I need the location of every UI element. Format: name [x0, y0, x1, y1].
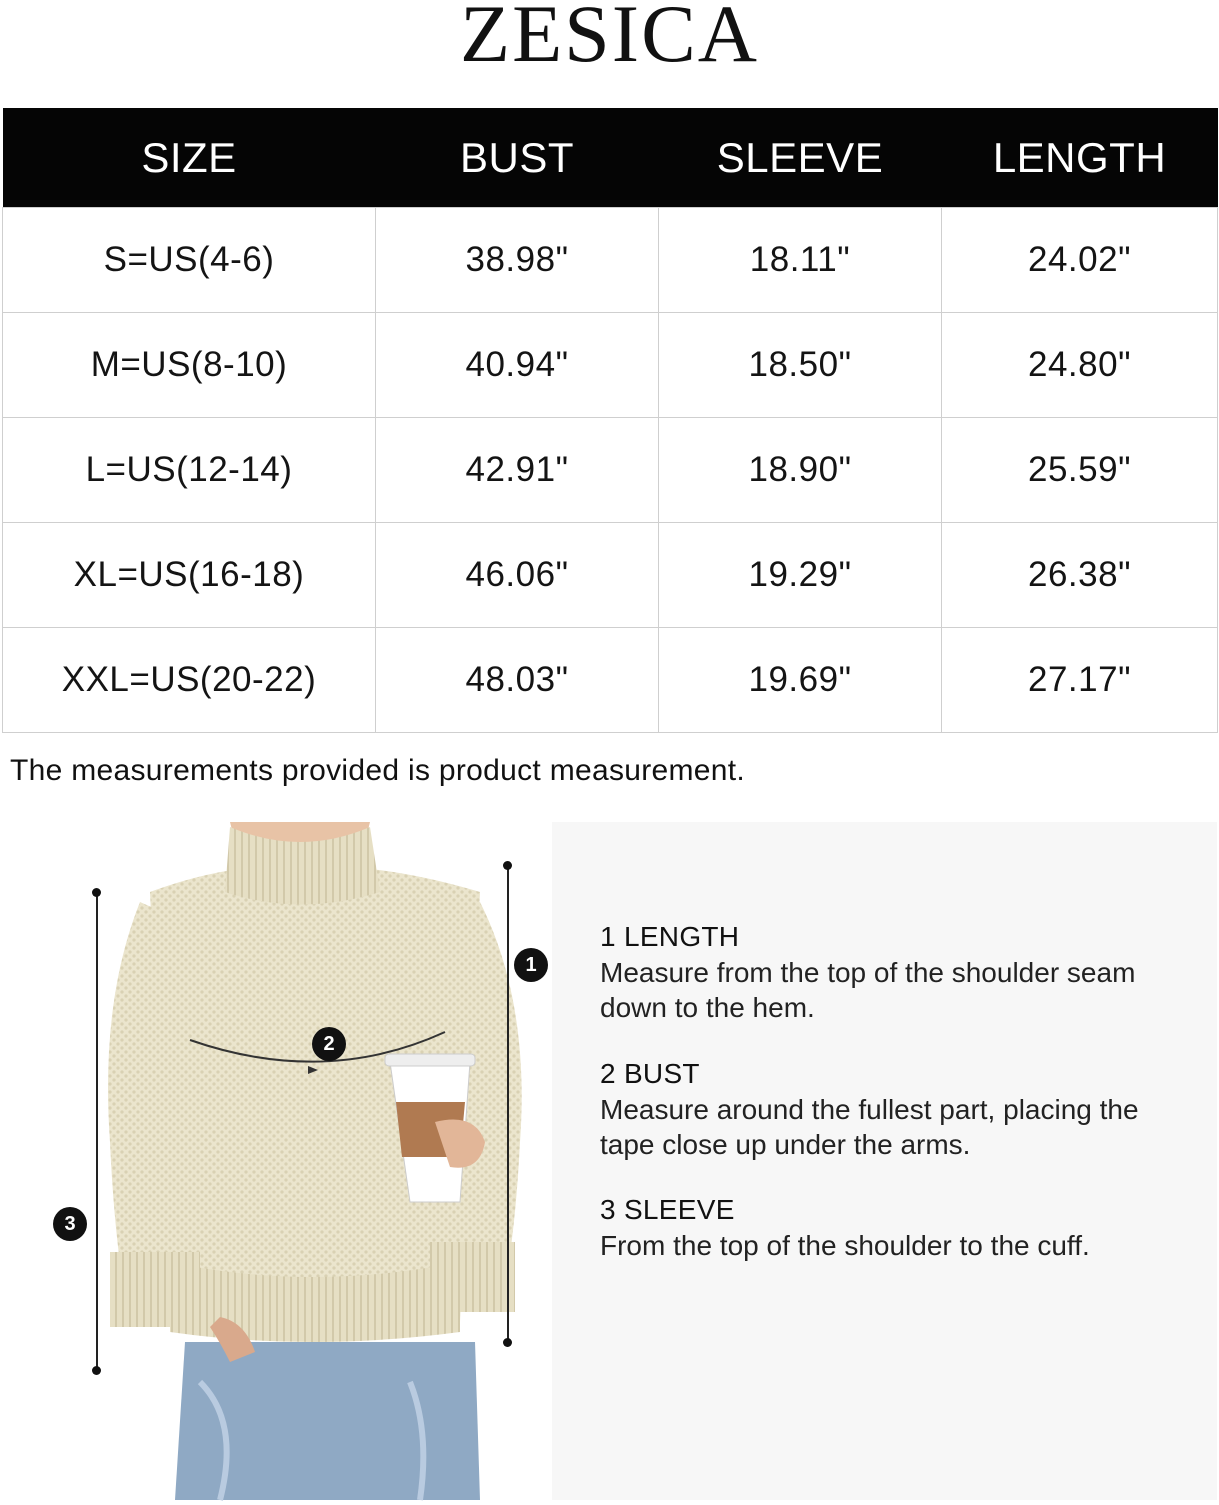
- cell-size: M=US(8-10): [3, 313, 376, 418]
- length-description: Measure from the top of the shoulder seam down to the hem.: [600, 957, 1136, 1023]
- cell-size: XXL=US(20-22): [3, 628, 376, 733]
- cell-size: S=US(4-6): [3, 208, 376, 313]
- cell-sleeve: 19.69": [659, 628, 942, 733]
- measurement-guide: [552, 822, 1217, 1500]
- sleeve-line-bottom-dot: [92, 1366, 101, 1375]
- sleeve-measure-line: [96, 893, 98, 1371]
- sleeve-guide: [600, 1192, 1160, 1263]
- table-row: [3, 523, 1218, 628]
- cell-size: L=US(12-14): [3, 418, 376, 523]
- sleeve-description: From the top of the shoulder to the cuff.: [600, 1230, 1090, 1261]
- cell-size: XL=US(16-18): [3, 523, 376, 628]
- cell-sleeve: 18.50": [659, 313, 942, 418]
- cell-bust: 40.94": [376, 313, 659, 418]
- cell-sleeve: 18.11": [659, 208, 942, 313]
- size-chart-table: [2, 108, 1218, 733]
- table-row: [3, 418, 1218, 523]
- marker-length: 1: [514, 948, 548, 982]
- cell-length: 24.80": [942, 313, 1218, 418]
- length-line-bottom-dot: [503, 1338, 512, 1347]
- product-photo: [64, 822, 550, 1500]
- header-size: SIZE: [3, 108, 376, 208]
- cell-bust: 46.06": [376, 523, 659, 628]
- cell-length: 24.02": [942, 208, 1218, 313]
- cell-length: 25.59": [942, 418, 1218, 523]
- table-row: [3, 208, 1218, 313]
- length-line-top-dot: [503, 861, 512, 870]
- sleeve-line-top-dot: [92, 888, 101, 897]
- cell-length: 27.17": [942, 628, 1218, 733]
- sleeve-title: 3 SLEEVE: [600, 1194, 735, 1225]
- bust-title: 2 BUST: [600, 1058, 700, 1089]
- bust-guide: [600, 1056, 1160, 1162]
- sweater-illustration: [80, 822, 550, 1500]
- bust-description: Measure around the fullest part, placing the tape close up under the arms.: [600, 1094, 1139, 1160]
- cell-bust: 42.91": [376, 418, 659, 523]
- length-title: 1 LENGTH: [600, 921, 740, 952]
- cell-bust: 38.98": [376, 208, 659, 313]
- marker-bust: 2: [312, 1027, 346, 1061]
- header-sleeve: SLEEVE: [659, 108, 942, 208]
- cell-length: 26.38": [942, 523, 1218, 628]
- marker-sleeve: 3: [53, 1207, 87, 1241]
- length-guide: [600, 919, 1160, 1025]
- length-measure-line: [507, 866, 509, 1344]
- brand-logo: ZESICA: [460, 0, 759, 79]
- table-row: [3, 313, 1218, 418]
- cell-sleeve: 18.90": [659, 418, 942, 523]
- cell-sleeve: 19.29": [659, 523, 942, 628]
- measurement-note: The measurements provided is product measurement.: [10, 754, 746, 787]
- cell-bust: 48.03": [376, 628, 659, 733]
- header-bust: BUST: [376, 108, 659, 208]
- table-header-row: [3, 108, 1218, 208]
- header-length: LENGTH: [942, 108, 1218, 208]
- table-row: [3, 628, 1218, 733]
